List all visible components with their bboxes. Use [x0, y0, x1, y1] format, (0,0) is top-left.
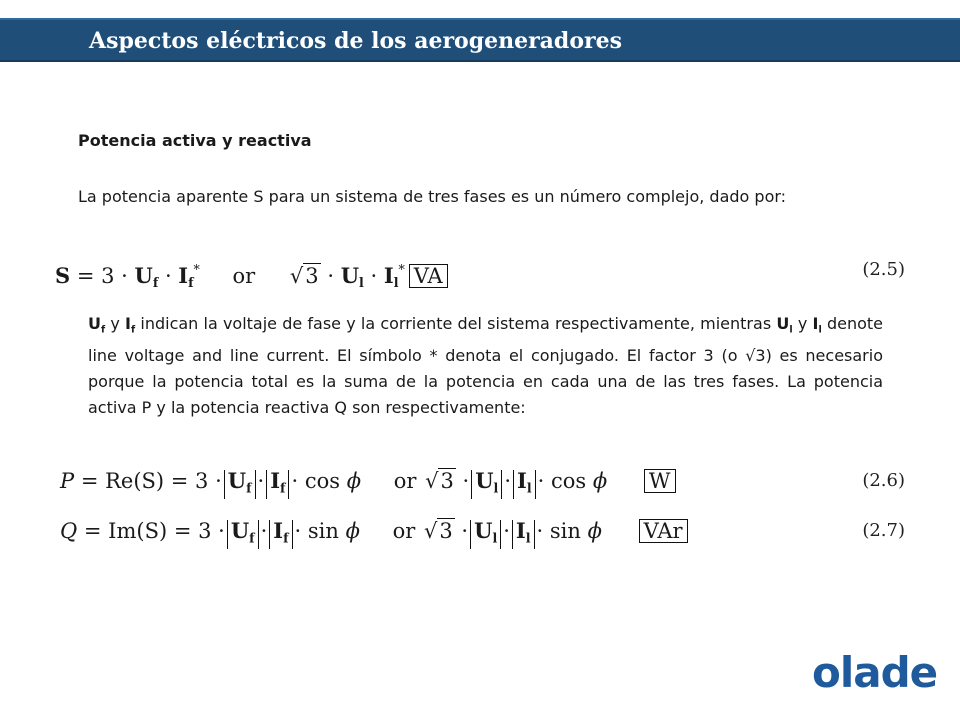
equation-number: (2.6) [862, 470, 905, 491]
intro-paragraph: La potencia aparente S para un sistema de tres fases es un número complejo, dado por: [78, 187, 787, 206]
equation-2-7-expression: $Q = Im(S) = 3 \cdot U_f \cdot I_f \cdot \sin \phi$ or $√3 \cdot U_l \cdot I_l \cdot \sin \phi$ VAr [60, 514, 688, 549]
equation-2-6-expression: $P = Re(S) = 3 \cdot U_f \cdot I_f \cdot \cos \phi$ or $√3 \cdot U_l \cdot I_l \cdot \cos \phi$ W [60, 464, 676, 499]
equation-2-5-expression: $S = 3 \cdot U_f \cdot I_f^*$ or $√3 \cdot U_l \cdot I_l^*$ VA [55, 253, 448, 300]
equation-2-7 [60, 514, 905, 548]
section-heading: Potencia activa y reactiva [78, 131, 312, 150]
equation-2-5 [55, 253, 905, 291]
equation-number: (2.5) [862, 259, 905, 280]
olade-logo: olade [812, 648, 938, 697]
title-banner [0, 18, 960, 62]
equation-number: (2.7) [862, 520, 905, 541]
slide-title: Aspectos eléctricos de los aerogeneradores [89, 28, 622, 54]
definition-paragraph: $U_f$ y $I_f$ indican la voltaje de fase y la corriente del sistema respectivamente, mientras $U_l$ y $I_l$ denote line voltage and line current. El símbolo * denota el conjugado. El factor 3 (o √3) es necesario porque la potencia total es la suma de la potencia en cada una de las tres fases. La potencia activa P y la potencia reactiva Q son respectivamente: [88, 314, 884, 418]
equation-2-6 [60, 464, 905, 498]
